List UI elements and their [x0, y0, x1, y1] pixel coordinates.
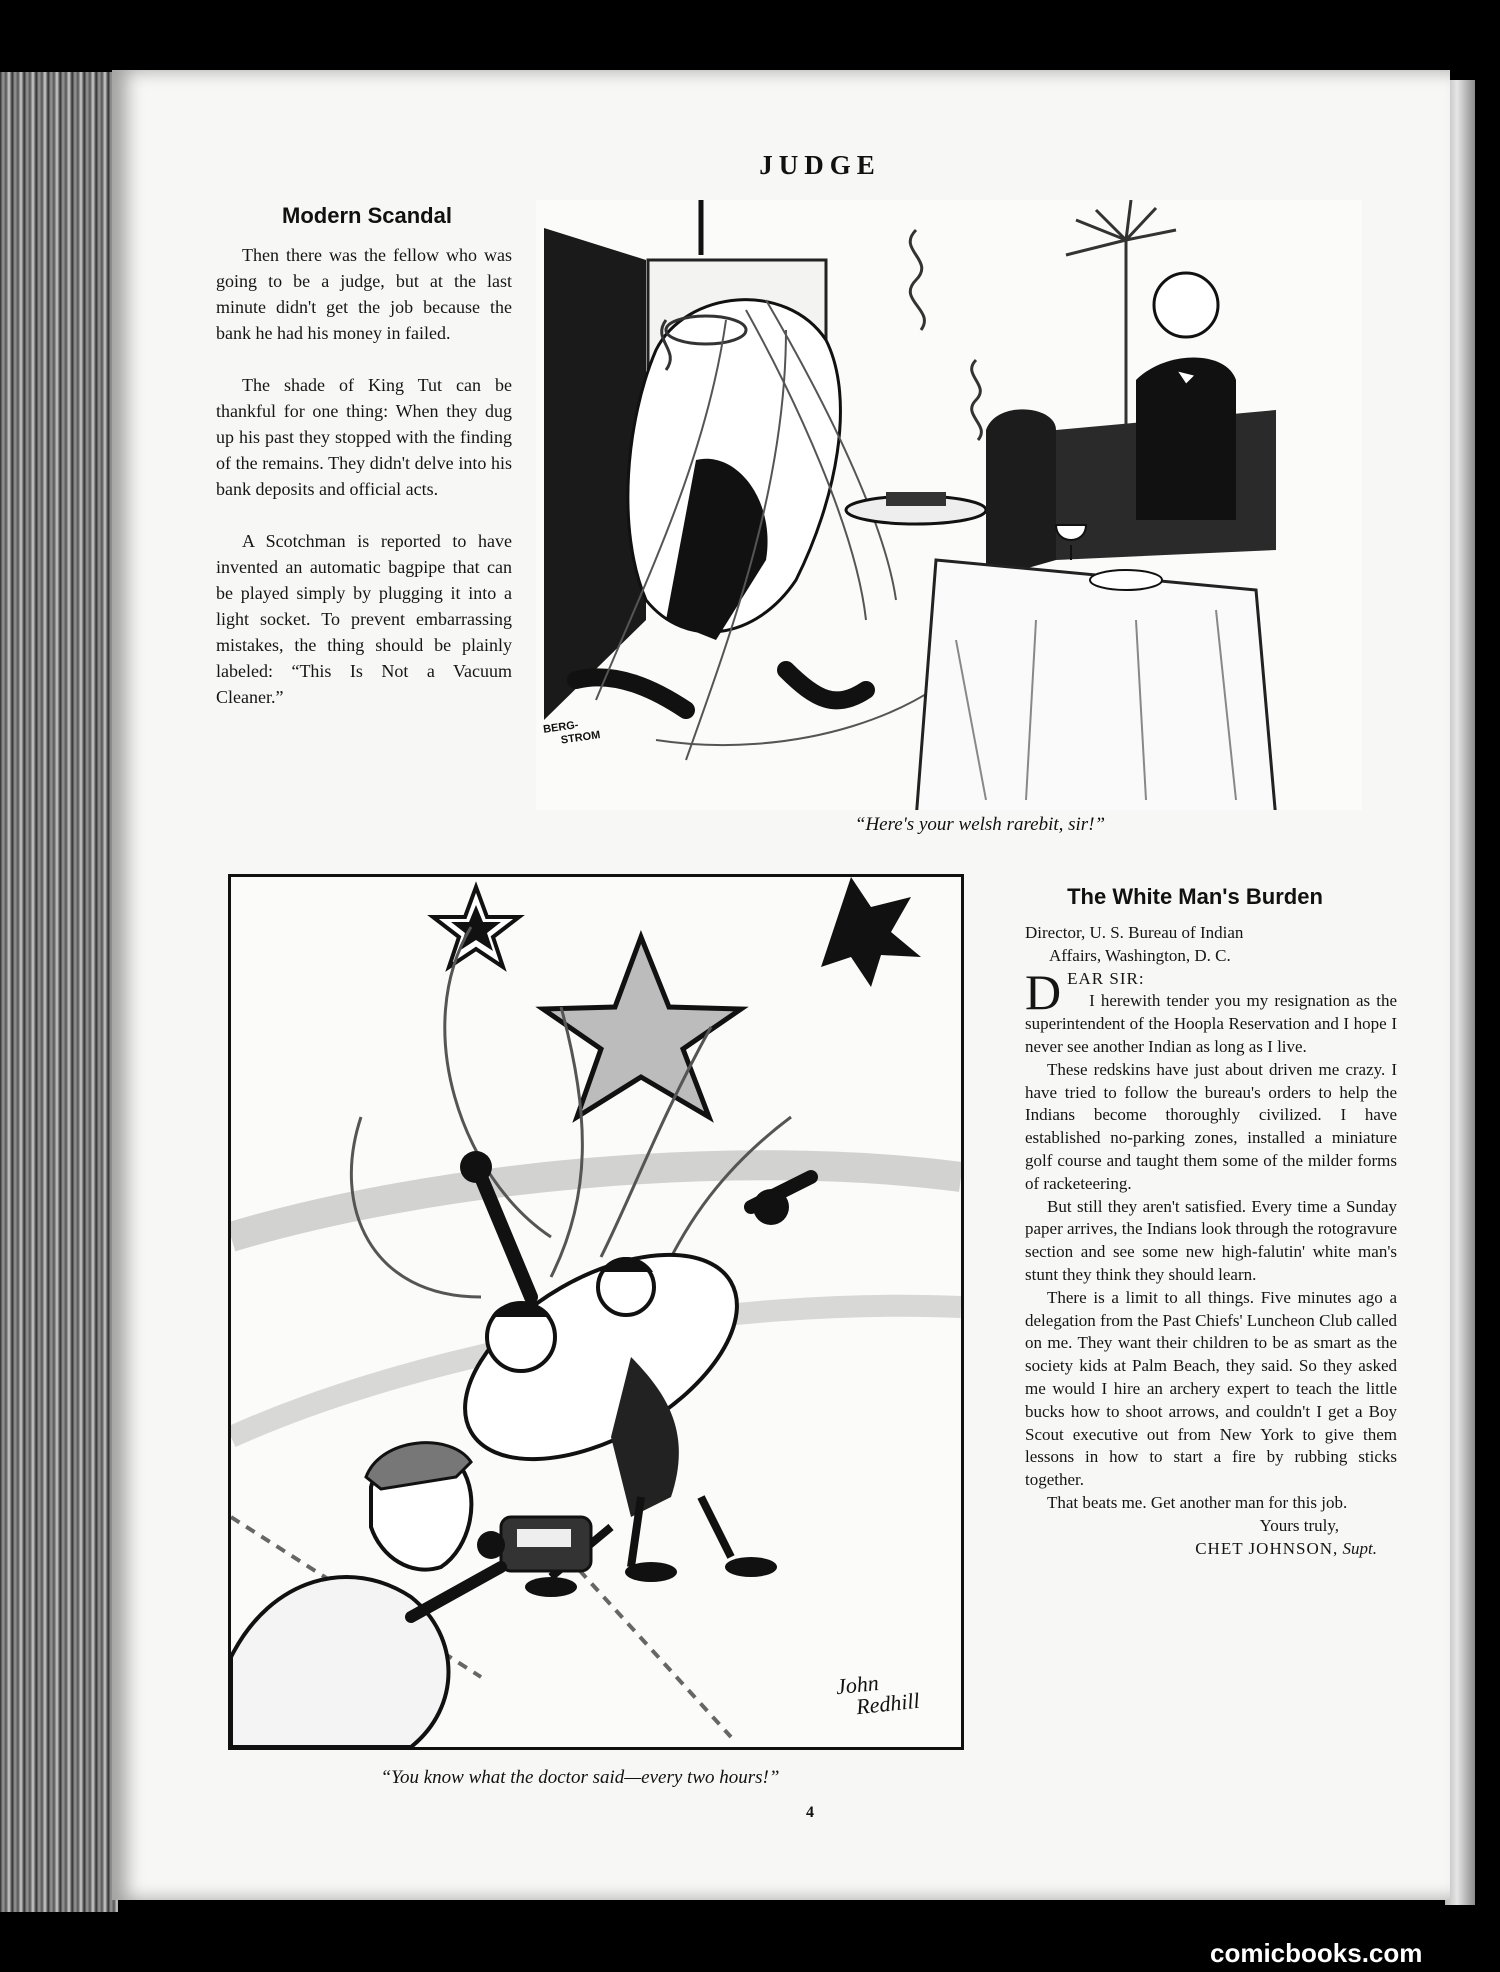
welsh-rarebit-cartoon: [536, 200, 1362, 810]
salutation-text: EAR SIR:: [1067, 968, 1145, 988]
letter-paragraph-2: These redskins have just about driven me crazy. I have tried to follow the bureau's orders to help the Indians become thoroughly civilized. I have established no-parking zones, installed a miniature golf course and taught them some of the milder forms of racketeering.: [1025, 1059, 1397, 1193]
letter-closing: Yours truly,: [1259, 1515, 1339, 1535]
salutation: [1025, 963, 1397, 1020]
page-number: 4: [806, 1804, 814, 1821]
doctor-said-illustration: [231, 877, 961, 1747]
welsh-rarebit-caption: “Here's your welsh rarebit, sir!”: [854, 814, 1106, 835]
letter-signature: [1025, 1538, 1397, 1561]
running-head: JUDGE: [759, 150, 881, 180]
address-line-1: Director, U. S. Bureau of Indian: [1025, 923, 1244, 942]
salutation-drop-cap: D: [1025, 963, 1062, 1020]
modern-scandal-paragraph-2: The shade of King Tut can be thankful for one thing: When they dug up his past they stopped with the finding of the remains. They didn't delve into his bank deposits and official acts.: [216, 375, 512, 499]
modern-scandal-paragraph-1: Then there was the fellow who was going to be a judge, but at the last minute didn't get the job because the bank he had his money in failed.: [216, 245, 512, 343]
white-mans-burden-letter: [1025, 922, 1397, 1560]
letter-paragraph-4: There is a limit to all things. Five minutes ago a delegation from the Past Chiefs' Luncheon Club called on me. They want their children to be as smart as the society kids at Palm Beach, they said. So they asked me would I hire an archery expert to teach the little bucks how to shoot arrows, and couldn't I get a Boy Scout executive out from New York to give them lessons in how to start a fire by rubbing sticks together.: [1025, 1287, 1397, 1490]
redhill-signature: [835, 1668, 921, 1720]
site-watermark: comicbooks.com: [1210, 1938, 1423, 1968]
signature-line-1: BERG-: [542, 719, 580, 736]
modern-scandal-heading: Modern Scandal: [282, 203, 452, 228]
signature-line-2: STROM: [560, 729, 602, 747]
letter-paragraph-1: I herewith tender you my resignation as the superintendent of the Hoopla Reservation and I hope I never see another Indian as long as I live.: [1025, 991, 1397, 1056]
signature-line-2: Redhill: [854, 1687, 921, 1720]
address-line-2: Affairs, Washington, D. C.: [1049, 945, 1231, 965]
letter-paragraph-5: That beats me. Get another man for this job.: [1047, 1492, 1348, 1512]
signature-title: Supt.: [1342, 1538, 1377, 1558]
doctor-said-cartoon: [228, 874, 964, 1750]
signature-name: CHET JOHNSON,: [1195, 1538, 1339, 1558]
signature-line-1: John: [834, 1669, 880, 1700]
welsh-rarebit-illustration: [536, 200, 1362, 810]
modern-scandal-paragraph-3: A Scotchman is reported to have invented an automatic bagpipe that can be played simply by plugging it into a light socket. To prevent embarrassing mistakes, the thing should be plainly labeled: “This Is Not a Vacuum Cleaner.”: [216, 531, 512, 707]
book-page-edges: [0, 72, 118, 1912]
doctor-said-caption: “You know what the doctor said—every two hours!”: [380, 1767, 780, 1788]
letter-paragraph-3: But still they aren't satisfied. Every time a Sunday paper arrives, the Indians look through the rotogravure section and see some new high-falutin' white man's stunt they think they should learn.: [1025, 1196, 1397, 1284]
white-mans-burden-heading: The White Man's Burden: [1067, 884, 1323, 909]
modern-scandal-column: [216, 242, 512, 736]
